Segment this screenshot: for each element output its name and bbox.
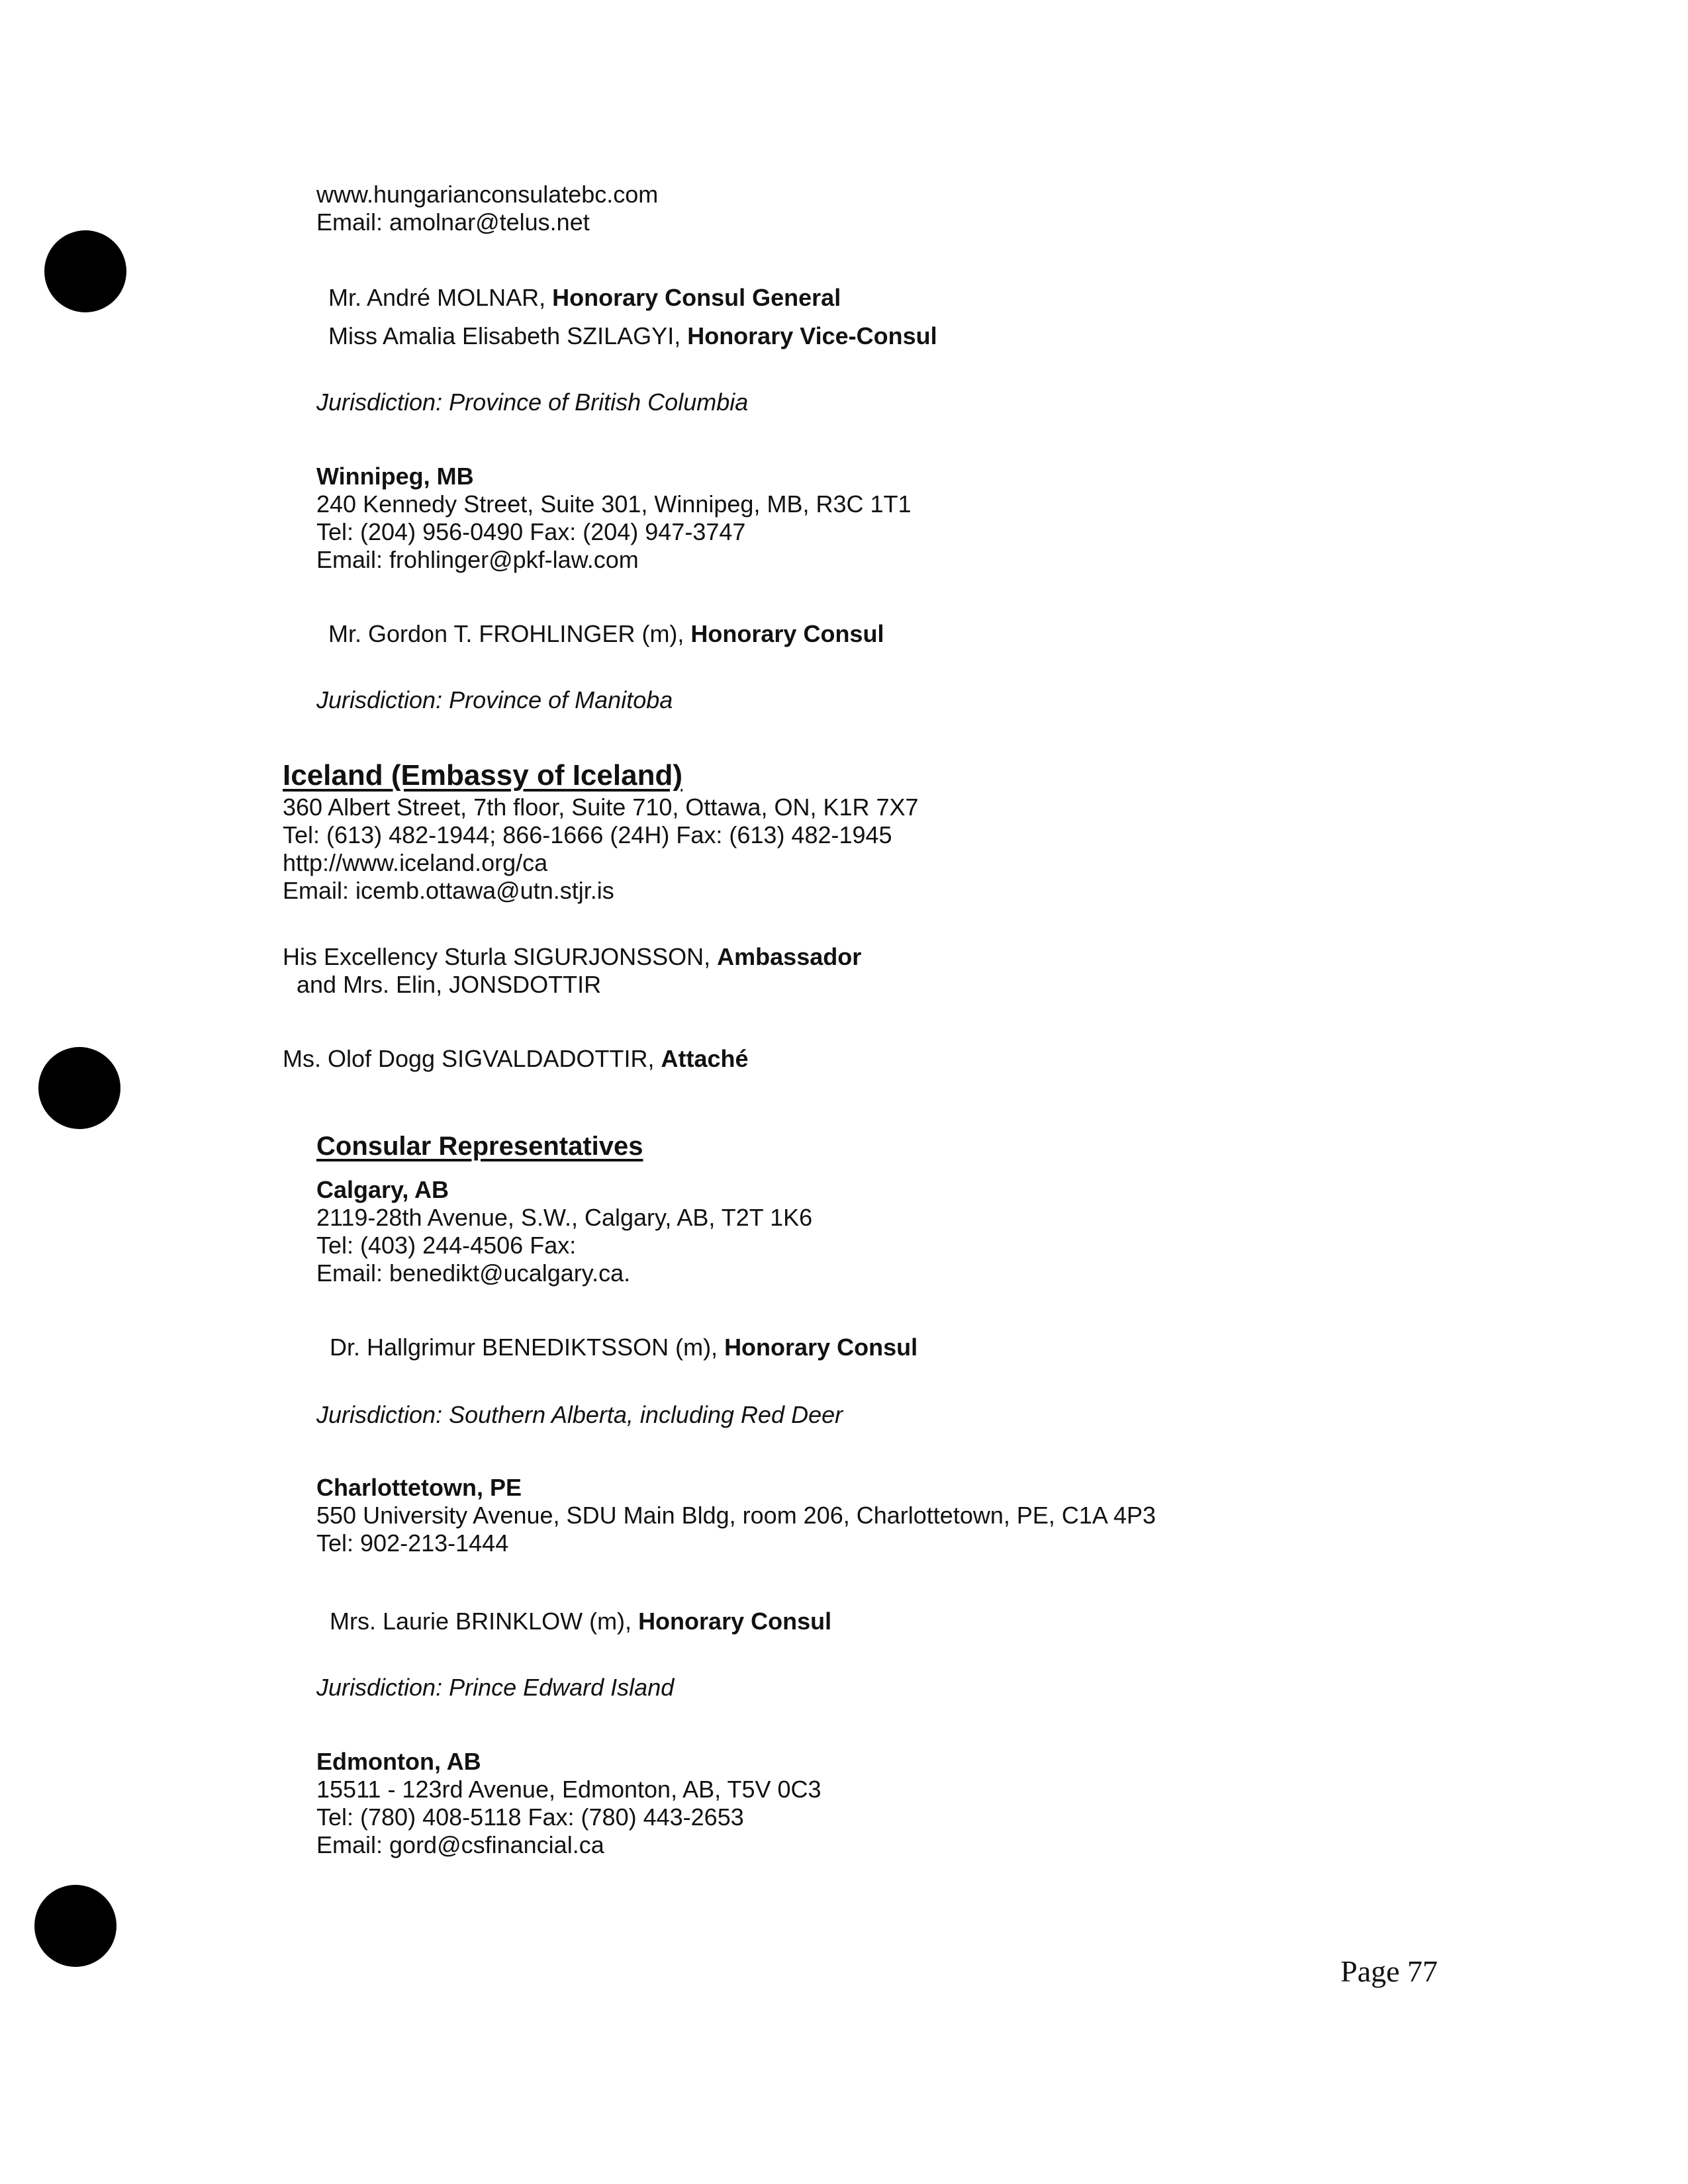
attache-title: Attaché <box>661 1045 749 1072</box>
jurisdiction-line: Jurisdiction: Province of Manitoba <box>316 686 673 713</box>
attache-line <box>283 1044 749 1073</box>
page-number: Page 77 <box>1340 1954 1438 1988</box>
email-line: Email: frohlinger@pkf-law.com <box>316 546 639 573</box>
official-line <box>330 1607 831 1636</box>
official-line <box>328 283 841 312</box>
binder-hole-bottom <box>34 1885 117 1967</box>
website-link[interactable]: www.hungarianconsulatebc.com <box>316 181 659 208</box>
official-title: Honorary Vice-Consul <box>687 322 937 349</box>
tel-line: Tel: (403) 244-4506 Fax: <box>316 1232 577 1259</box>
email-line: Email: benedikt@ucalgary.ca. <box>316 1259 631 1287</box>
city-heading: Edmonton, AB <box>316 1748 481 1775</box>
tel-line: Tel: (613) 482-1944; 866-1666 (24H) Fax: (613) 482-1945 <box>283 821 892 848</box>
country-heading: Iceland (Embassy of Iceland) <box>283 759 682 792</box>
official-title: Honorary Consul <box>638 1608 832 1635</box>
jurisdiction-line: Jurisdiction: Province of British Columbia <box>316 388 749 416</box>
tel-line: Tel: (780) 408-5118 Fax: (780) 443-2653 <box>316 1803 744 1831</box>
official-name: Dr. Hallgrimur BENEDIKTSSON (m), <box>330 1334 725 1361</box>
official-line <box>328 619 884 649</box>
ambassador-name: His Excellency Sturla SIGURJONSSON, <box>283 943 718 970</box>
address-line: 15511 - 123rd Avenue, Edmonton, AB, T5V 0C3 <box>316 1776 821 1803</box>
city-heading: Calgary, AB <box>316 1176 449 1203</box>
spouse-line: and Mrs. Elin, JONSDOTTIR <box>297 971 602 998</box>
attache-name: Ms. Olof Dogg SIGVALDADOTTIR, <box>283 1045 661 1072</box>
official-name: Mr. André MOLNAR, <box>328 284 553 311</box>
city-heading: Charlottetown, PE <box>316 1474 522 1501</box>
tel-line: Tel: (204) 956-0490 Fax: (204) 947-3747 <box>316 518 746 545</box>
ambassador-line <box>283 942 861 972</box>
official-line <box>330 1333 917 1362</box>
official-title: Honorary Consul <box>724 1334 918 1361</box>
email-line: Email: icemb.ottawa@utn.stjr.is <box>283 877 614 904</box>
binder-hole-middle <box>38 1047 120 1129</box>
address-line: 360 Albert Street, 7th floor, Suite 710, Ottawa, ON, K1R 7X7 <box>283 794 919 821</box>
official-title: Honorary Consul General <box>552 284 841 311</box>
email-line: Email: amolnar@telus.net <box>316 208 590 236</box>
official-title: Honorary Consul <box>690 620 884 647</box>
address-line: 550 University Avenue, SDU Main Bldg, room 206, Charlottetown, PE, C1A 4P3 <box>316 1502 1156 1529</box>
tel-line: Tel: 902-213-1444 <box>316 1529 509 1557</box>
official-name: Mr. Gordon T. FROHLINGER (m), <box>328 620 691 647</box>
email-line: Email: gord@csfinancial.ca <box>316 1831 604 1858</box>
official-name: Mrs. Laurie BRINKLOW (m), <box>330 1608 639 1635</box>
official-name: Miss Amalia Elisabeth SZILAGYI, <box>328 322 688 349</box>
official-line <box>328 322 937 351</box>
section-heading: Consular Representatives <box>316 1132 643 1161</box>
jurisdiction-line: Jurisdiction: Southern Alberta, including Red Deer <box>316 1401 843 1428</box>
ambassador-title: Ambassador <box>717 943 862 970</box>
jurisdiction-line: Jurisdiction: Prince Edward Island <box>316 1674 675 1701</box>
website-link[interactable]: http://www.iceland.org/ca <box>283 849 548 876</box>
address-line: 240 Kennedy Street, Suite 301, Winnipeg, MB, R3C 1T1 <box>316 490 912 518</box>
binder-hole-top <box>44 230 126 312</box>
city-heading: Winnipeg, MB <box>316 463 474 490</box>
address-line: 2119-28th Avenue, S.W., Calgary, AB, T2T 1K6 <box>316 1204 813 1231</box>
